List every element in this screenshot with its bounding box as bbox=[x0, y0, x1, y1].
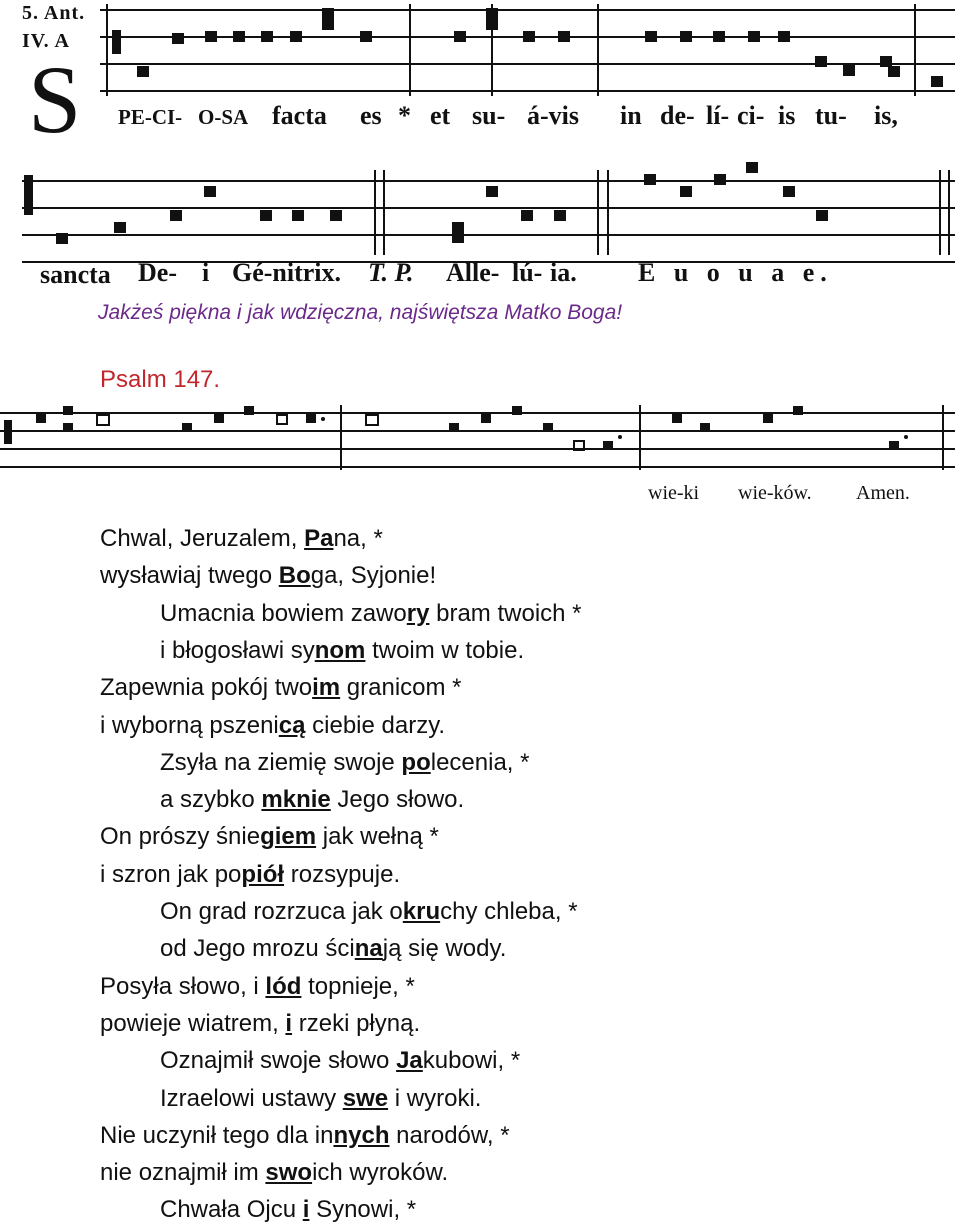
accent-syllable: mknie bbox=[261, 786, 331, 813]
verse-text: Zsyła na ziemię swoje bbox=[160, 749, 402, 776]
verse-line bbox=[100, 525, 383, 553]
verse-text: ciebie darzy. bbox=[305, 712, 446, 739]
syllable: wie-ków. bbox=[738, 482, 812, 504]
syllable: is bbox=[778, 101, 796, 130]
syllable: wie-ki bbox=[648, 482, 700, 504]
verse-text: na, * bbox=[333, 525, 383, 552]
syllable: i bbox=[202, 258, 210, 287]
verse-text: ga, Syjonie! bbox=[310, 562, 437, 589]
verse-line bbox=[100, 823, 439, 851]
verse-text: i błogosławi sy bbox=[160, 637, 315, 664]
accent-syllable: cą bbox=[278, 712, 306, 739]
syllable: ia. bbox=[550, 258, 577, 287]
verse-text: Izraelowi ustawy bbox=[160, 1085, 343, 1112]
verse-text: wysławiaj twego bbox=[100, 562, 279, 589]
verse-line bbox=[160, 600, 582, 628]
syllable: á-vis bbox=[527, 101, 579, 130]
syllable: ci- bbox=[737, 101, 765, 130]
verse-line bbox=[100, 1010, 420, 1038]
accent-syllable: i bbox=[302, 1196, 310, 1223]
verse-text: nie oznajmił im bbox=[100, 1159, 266, 1186]
syllable: facta bbox=[272, 101, 327, 130]
syllable: sancta bbox=[40, 260, 111, 289]
verse-text: ich wyroków. bbox=[312, 1159, 449, 1186]
syllable: E u o u a e. bbox=[638, 258, 833, 287]
verse-line bbox=[160, 1085, 481, 1113]
syllable: de- bbox=[660, 101, 695, 130]
syllable: is, bbox=[874, 101, 898, 130]
syllable: es bbox=[360, 101, 382, 130]
verse-text: rozsypuje. bbox=[284, 861, 401, 888]
verse-text: a szybko bbox=[160, 786, 262, 813]
accent-syllable: na bbox=[354, 935, 383, 962]
accent-syllable: Pa bbox=[304, 525, 334, 552]
verse-text: Umacnia bowiem zawo bbox=[160, 600, 407, 627]
verse-text: Chwal, Jeruzalem, bbox=[100, 525, 305, 552]
verse-line bbox=[160, 1196, 416, 1224]
accent-syllable: Ja bbox=[396, 1047, 423, 1074]
verse-line bbox=[160, 749, 529, 777]
verse-line bbox=[160, 935, 506, 963]
verse-text: topnieje, * bbox=[301, 973, 415, 1000]
syllable: PE-CI- bbox=[118, 105, 183, 129]
verse-line bbox=[100, 712, 445, 740]
antiphon-number-label: 5. Ant. bbox=[22, 2, 86, 24]
accent-syllable: piół bbox=[241, 861, 285, 888]
verse-text: i wyroki. bbox=[388, 1085, 482, 1112]
syllable: tu- bbox=[815, 101, 847, 130]
antiphon-mode-label: IV. A bbox=[22, 30, 70, 52]
verse-text: granicom * bbox=[340, 674, 462, 701]
syllable: Gé-nitrix. bbox=[232, 258, 342, 287]
verse-text: i szron jak po bbox=[100, 861, 242, 888]
verse-text: kubowi, * bbox=[422, 1047, 521, 1074]
verse-text: On grad rozrzuca jak o bbox=[160, 898, 403, 925]
verse-line bbox=[160, 898, 578, 926]
accent-syllable: ry bbox=[406, 600, 430, 627]
syllable: lí- bbox=[706, 101, 730, 130]
verse-line bbox=[100, 674, 462, 702]
syllable: O-SA bbox=[198, 105, 249, 129]
syllable: Amen. bbox=[856, 482, 910, 504]
verse-text: Synowi, * bbox=[309, 1196, 417, 1223]
verse-text: On prószy śnie bbox=[100, 823, 261, 850]
verse-text: jak wełną * bbox=[316, 823, 439, 850]
syllable: T. P. bbox=[368, 258, 414, 287]
verse-text: Nie uczynił tego dla in bbox=[100, 1122, 334, 1149]
syllable: De- bbox=[138, 258, 177, 287]
verse-line bbox=[100, 973, 415, 1001]
accent-syllable: swo bbox=[265, 1159, 313, 1186]
verse-text: rzeki płyną. bbox=[292, 1010, 421, 1037]
verse-text: Zapewnia pokój two bbox=[100, 674, 313, 701]
syllable: su- bbox=[472, 101, 506, 130]
syllable: in bbox=[620, 101, 642, 130]
accent-syllable: Bo bbox=[278, 562, 311, 589]
verse-text: Chwała Ojcu bbox=[160, 1196, 303, 1223]
verse-line bbox=[160, 1047, 520, 1075]
verse-text: ją się wody. bbox=[382, 935, 507, 962]
verse-text: od Jego mrozu ści bbox=[160, 935, 355, 962]
verse-line bbox=[100, 562, 436, 590]
verse-line bbox=[100, 1122, 510, 1150]
verse-text: twoim w tobie. bbox=[365, 637, 525, 664]
accent-syllable: giem bbox=[260, 823, 317, 850]
verse-line bbox=[100, 861, 400, 889]
verse-text: Oznajmił swoje słowo bbox=[160, 1047, 397, 1074]
verse-text: chy chleba, * bbox=[440, 898, 578, 925]
verse-text: bram twoich * bbox=[429, 600, 582, 627]
accent-syllable: swe bbox=[342, 1085, 389, 1112]
accent-syllable: i bbox=[285, 1010, 293, 1037]
psalm-title: Psalm 147. bbox=[100, 366, 221, 393]
accent-syllable: im bbox=[312, 674, 341, 701]
verse-line bbox=[160, 637, 524, 665]
verse-text: powieje wiatrem, bbox=[100, 1010, 286, 1037]
verse-line bbox=[100, 1159, 448, 1187]
antiphon-initial: S bbox=[28, 46, 82, 153]
verse-text: Jego słowo. bbox=[330, 786, 465, 813]
verse-line bbox=[160, 786, 464, 814]
accent-syllable: nom bbox=[314, 637, 366, 664]
syllable: Alle- bbox=[446, 258, 500, 287]
accent-syllable: lód bbox=[265, 973, 302, 1000]
accent-syllable: kru bbox=[402, 898, 441, 925]
syllable: lú- bbox=[512, 258, 543, 287]
verse-text: Posyła słowo, i bbox=[100, 973, 266, 1000]
verse-text: i wyborną pszeni bbox=[100, 712, 279, 739]
verse-text: lecenia, * bbox=[430, 749, 530, 776]
verse-text: narodów, * bbox=[389, 1122, 510, 1149]
accent-syllable: po bbox=[401, 749, 431, 776]
antiphon-translation: Jakżeś piękna i jak wdzięczna, najświętsza Matko Boga! bbox=[98, 301, 623, 324]
syllable: * bbox=[398, 101, 411, 130]
syllable: et bbox=[430, 101, 451, 130]
accent-syllable: nych bbox=[333, 1122, 390, 1149]
